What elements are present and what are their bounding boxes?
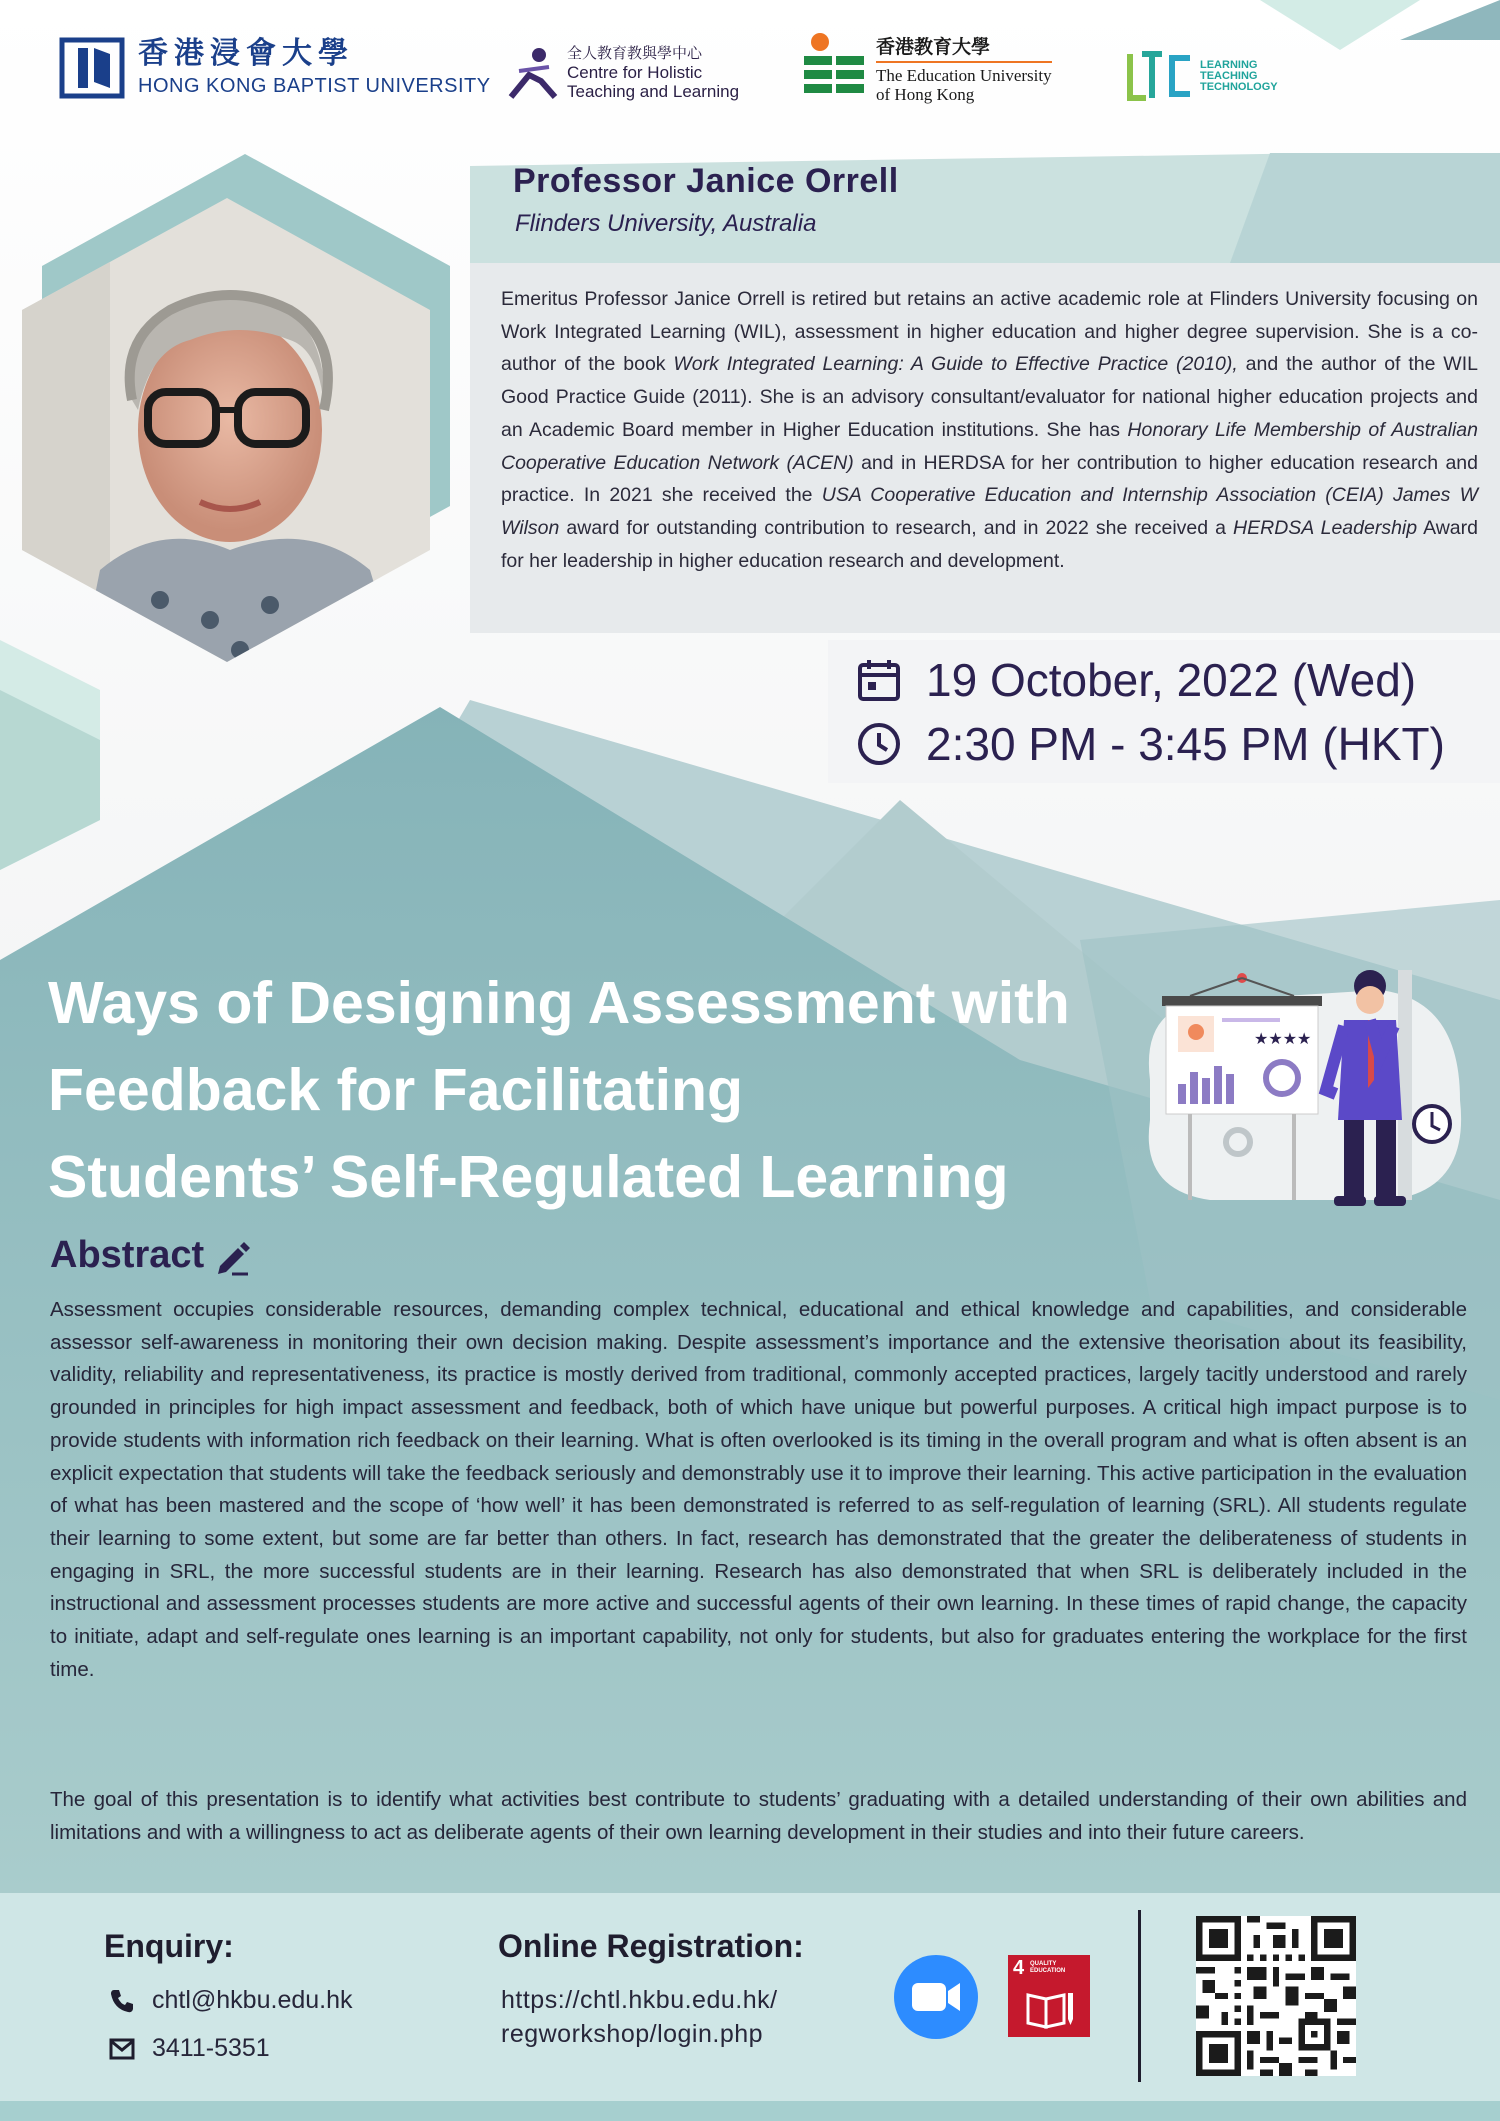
title-line: Feedback for Facilitating <box>48 1057 744 1123</box>
calendar-icon <box>856 657 902 703</box>
hkbu-name-en: HONG KONG BAPTIST UNIVERSITY <box>138 75 491 97</box>
footer-divider <box>1138 1910 1141 2082</box>
chtl-name-en-2: Teaching and Learning <box>567 82 740 101</box>
eduhk-logo <box>800 32 1052 108</box>
bio-part: Emeritus Professor Janice Orrell is retired but retains an active academic role at Flinders University focusing on Work Integrated Learning (WIL), assessment in higher education and higher degree supervision. She is a co-author of the book <box>501 288 1478 376</box>
sdg-number: 4 <box>1013 1957 1025 1979</box>
eduhk-name-en-2: of Hong Kong <box>876 85 975 104</box>
zoom-icon[interactable] <box>892 1953 980 2041</box>
chtl-name-en-1: Centre for Holistic <box>567 63 703 82</box>
speaker-bio <box>501 283 1478 577</box>
sdg-label-2: EDUCATION <box>1030 1968 1066 1974</box>
book-pencil-icon <box>1024 1989 1076 2029</box>
title-line: Students’ Self-Regulated Learning <box>48 1144 1009 1210</box>
presenter-illustration <box>1130 960 1470 1240</box>
eduhk-name-cn: 香港教育大學 <box>876 36 991 58</box>
bio-part: and in HERDSA for her contribution to higher education research and practice. In 2021 she received the <box>501 451 1478 507</box>
registration-url-line-1: https://chtl.hkbu.edu.hk/ <box>501 1986 778 2014</box>
ltc-logo <box>1126 50 1278 102</box>
abstract-paragraph-1: Assessment occupies considerable resources, demanding complex technical, educational and ethical knowledge and capabilities, and considerable assessor self-awareness in monitoring their own decision making. Despite assessment’s importance and the extensive theorisation about its feasibility, validity, reliability and representativeness, its practice is mostly derived from traditional, commonly accepted practices, largely tacitly understood and rarely grounded in principles for high impact assessment and feedback, both of which have unique but powerful purposes. A critical high impact purpose is to provide students with information rich feedback on their learning. What is often overlooked is its timing in the overall program and what is often absent is an explicit expectation that students will take the feedback seriously and demonstrably use it to improve their learning. This active participation in the evaluation of what has been mastered and the scope of ‘how well’ it has been demonstrated is referred to as self-regulation of learning (SRL). All students regulate their learning to some extent, but some are far better than others. In fact, research has demonstrated that the greater the deliberateness of students in engaging in SRL, the more successful students are in their learning. Research has also demonstrated that when SRL is deliberately included in the instructional and assessment processes students are more active and successful agents of their own learning. In these times of rapid change, the capacity to initiate, adapt and self-regulate ones learning is an important capability, not only for students, but also for graduates entering the workplace for the first time. <box>50 1298 1467 1681</box>
chtl-name-cn: 全人教育教與學中心 <box>567 44 703 62</box>
speaker-affiliation: Flinders University, Australia <box>515 210 817 237</box>
title-line: Ways of Designing Assessment with <box>48 970 1070 1036</box>
bio-part-italic: USA Cooperative Education and Internship Association (CEIA) James W Wilson <box>501 484 1478 539</box>
eduhk-emblem-icon <box>800 32 868 108</box>
speaker-name: Professor Janice Orrell <box>513 162 899 200</box>
bio-part: award for outstanding contribution to research, and in 2022 she received a <box>559 516 1234 539</box>
event-title <box>48 960 1148 1221</box>
abstract-heading-text: Abstract <box>50 1234 205 1276</box>
registration-url-line-2: regworkshop/login.php <box>501 2020 764 2048</box>
speaker-photo <box>20 150 450 670</box>
ltc-mark-icon <box>1126 50 1194 102</box>
hkbu-name-cn: 香港浸會大學 <box>138 36 354 71</box>
chtl-logo <box>505 44 739 101</box>
bio-part-italic: Honorary Life Membership of Australian Cooperative Education Network (ACEN) <box>501 418 1478 474</box>
svg-text:★★★★: ★★★★ <box>1254 1029 1312 1048</box>
clock-icon <box>856 721 902 767</box>
event-date-row <box>856 653 1416 707</box>
email-link[interactable]: chtl@hkbu.edu.hk <box>152 1986 353 2014</box>
bio-part: Award for her leadership in higher education research and development. <box>501 516 1478 572</box>
bio-part: and the author of the WIL Good Practice Guide (2011). She is an advisory consultant/evaluator for national higher education projects and an Academic Board member in Higher Education institutions. She has <box>501 353 1478 441</box>
event-date: 19 October, 2022 (Wed) <box>926 654 1417 706</box>
enquiry-heading: Enquiry: <box>104 1928 234 1964</box>
abstract-paragraph-2: The goal of this presentation is to identify what activities best contribute to students’ graduating with a detailed understanding of their own abilities and limitations and with a willingness to act as deliberate agents of their own learning development in their studies and into their future careers. <box>50 1788 1467 1844</box>
mail-icon <box>108 2036 136 2062</box>
ltc-line-3: TECHNOLOGY <box>1200 80 1278 93</box>
pencil-icon <box>212 1236 252 1276</box>
hkbu-emblem-icon <box>58 34 126 102</box>
abstract-heading <box>50 1234 252 1277</box>
registration-url[interactable] <box>501 1983 778 2051</box>
eduhk-name-en-1: The Education University <box>876 66 1052 85</box>
hkbu-logo <box>58 34 491 102</box>
ltc-line-1: LEARNING <box>1200 58 1258 71</box>
qr-code[interactable] <box>1196 1916 1356 2076</box>
bio-part-italic: Work Integrated Learning: A Guide to Effective Practice (2010), <box>673 353 1238 376</box>
footer-strip <box>0 2101 1500 2121</box>
phone-number: 3411-5351 <box>152 2034 270 2062</box>
event-time: 2:30 PM - 3:45 PM (HKT) <box>926 718 1445 770</box>
event-time-row <box>856 717 1445 771</box>
phone-icon <box>108 1987 136 2015</box>
ltc-line-2: TEACHING <box>1200 69 1258 82</box>
chtl-figure-icon <box>505 45 561 101</box>
sdg4-badge <box>1008 1955 1090 2037</box>
registration-heading: Online Registration: <box>498 1928 804 1964</box>
sdg-label-1: QUALITY <box>1030 1961 1057 1967</box>
eduhk-divider <box>876 61 1052 63</box>
bio-part-italic: HERDSA Leadership <box>1233 516 1418 539</box>
